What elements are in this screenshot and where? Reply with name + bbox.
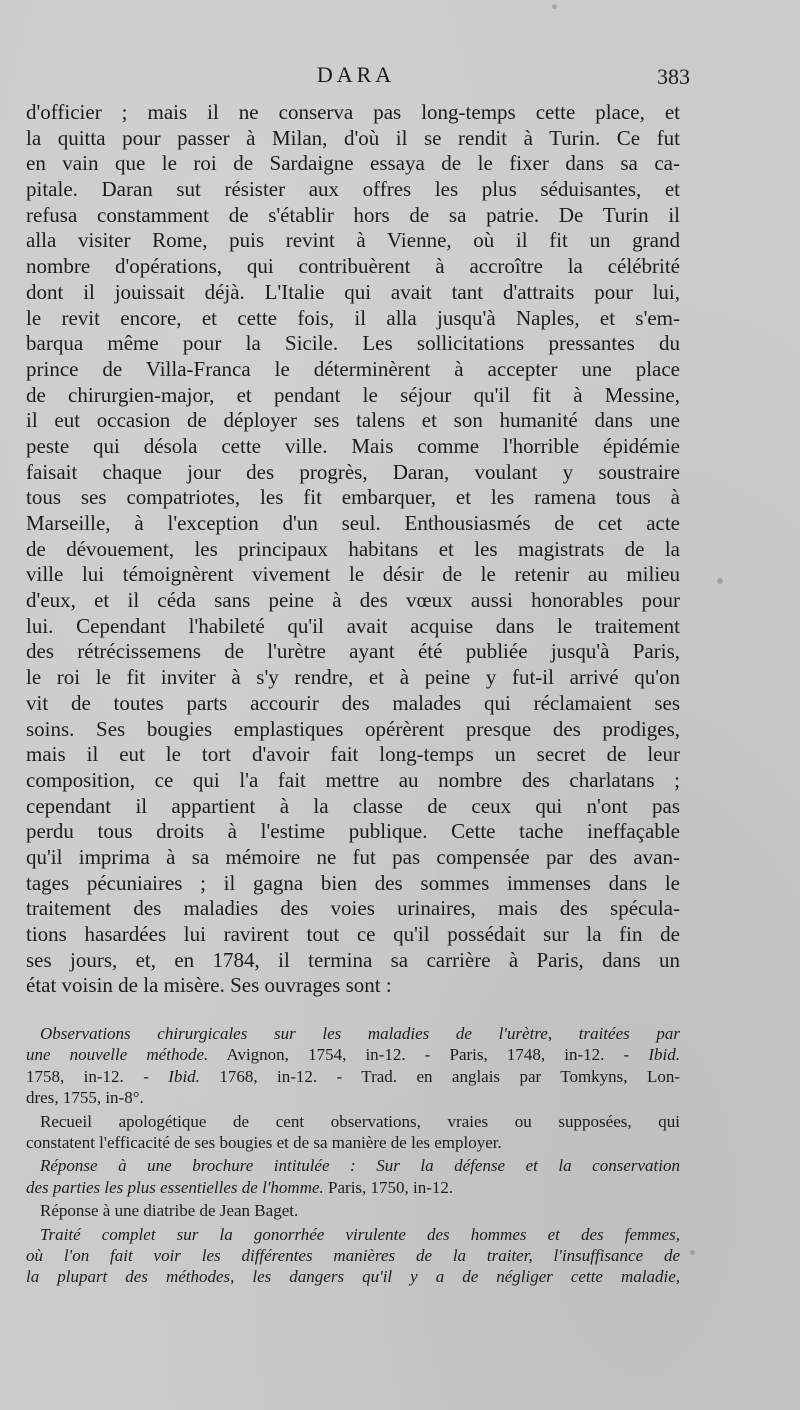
- biblio-line: Traité complet sur la gonorrhée virulente des hommes et des femmes,: [40, 1224, 680, 1244]
- text-line: peste qui désola cette ville. Mais comme l'horrible épidémie: [26, 433, 680, 458]
- biblio-line: [26, 1177, 680, 1198]
- biblio-line: Réponse à une diatribe de Jean Baget.: [40, 1201, 299, 1221]
- text-line: de dévouement, les principaux habitans et les magistrats de la: [26, 536, 680, 561]
- text-line: mais il eut le tort d'avoir fait long-temps un secret de leur: [26, 742, 680, 767]
- text-line: soins. Ses bougies emplastiques opérèrent presque des prodiges,: [26, 716, 680, 741]
- biblio-line: Recueil apologétique de cent observations, vraies ou supposées, qui: [40, 1111, 680, 1131]
- text-line: en vain que le roi de Sardaigne essaya de le fixer dans sa ca-: [26, 151, 680, 176]
- text-line: il eut occasion de déployer ses talens et son humanité dans une: [26, 408, 680, 433]
- biblio-line: la plupart des méthodes, les dangers qu'il y a de négliger cette maladie,: [26, 1267, 680, 1287]
- text-line: le roi le fit inviter à s'y rendre, et à peine y fut-il arrivé qu'on: [26, 665, 680, 690]
- text-line: d'officier ; mais il ne conserva pas long-temps cette place, et: [26, 100, 680, 124]
- text-line: tous ses compatriotes, les fit embarquer, et les ramena tous à: [26, 485, 680, 510]
- text-line: qu'il imprima à sa mémoire ne fut pas compensée par des avan-: [26, 844, 680, 869]
- biblio-title: une nouvelle méthode.: [26, 1045, 209, 1065]
- text-line: alla visiter Rome, puis revint à Vienne, où il fit un grand: [26, 228, 680, 253]
- biblio-title: Réponse à une brochure intitulée : Sur la défense et la conservation: [40, 1156, 680, 1176]
- text-line: refusa constamment de s'établir hors de sa patrie. De Turin il: [26, 202, 680, 227]
- biblio-imprint: 1768, in-12. - Trad. en anglais par Tomkyns, Lon-: [199, 1066, 681, 1086]
- text-line: traitement des maladies des voies urinaires, mais des spécula-: [26, 896, 680, 921]
- text-line: d'eux, et il céda sans peine à des vœux aussi honorables pour: [26, 588, 680, 613]
- text-line: état voisin de la misère. Ses ouvrages sont :: [26, 973, 392, 998]
- text-line: nombre d'opérations, qui contribuèrent à accroître la célébrité: [26, 254, 680, 279]
- biblio-ibid: Ibid.: [648, 1045, 680, 1065]
- biblio-line: [26, 1066, 680, 1087]
- biblio-title: Observations chirurgicales sur les maladies de l'urètre, traitées par: [40, 1024, 680, 1043]
- text-line: composition, ce qui l'a fait mettre au nombre des charlatans ;: [26, 767, 680, 792]
- text-line: lui. Cependant l'habileté qu'il avait acquise dans le traitement: [26, 613, 680, 638]
- biblio-imprint: Paris, 1750, in-12.: [323, 1177, 454, 1197]
- text-line: tages pécuniaires ; il gagna bien des sommes immenses dans le: [26, 870, 680, 895]
- text-line: le revit encore, et cette fois, il alla jusqu'à Naples, et s'em-: [26, 305, 680, 330]
- text-line: la quitta pour passer à Milan, d'où il se rendit à Turin. Ce fut: [26, 125, 680, 150]
- biblio-line: où l'on fait voir les différentes manières de la traiter, l'insuffisance de: [26, 1245, 680, 1265]
- text-line: perdu tous droits à l'estime publique. Cette tache ineffaçable: [26, 819, 680, 844]
- text-line: ville lui témoignèrent vivement le désir de le retenir au milieu: [26, 562, 680, 587]
- biblio-imprint: Avignon, 1754, in-12. - Paris, 1748, in-12. -: [208, 1045, 649, 1065]
- biblio-line: constatent l'efficacité de ses bougies et de sa manière de les employer.: [26, 1132, 502, 1152]
- biblio-ibid: Ibid.: [168, 1066, 200, 1086]
- text-line: cependant il appartient à la classe de ceux qui n'ont pas: [26, 793, 680, 818]
- text-line: ses jours, et, en 1784, il termina sa carrière à Paris, dans un: [26, 947, 680, 972]
- ink-speck: [552, 4, 557, 9]
- text-line: faisait chaque jour des progrès, Daran, voulant y soustraire: [26, 459, 680, 484]
- text-line: barqua même pour la Sicile. Les sollicitations pressantes du: [26, 331, 680, 356]
- text-line: des rétrécissemens de l'urètre ayant été publiée jusqu'à Paris,: [26, 639, 680, 664]
- biblio-line: [26, 1044, 680, 1065]
- text-line: vit de toutes parts accourir des malades qui réclamaient ses: [26, 690, 680, 715]
- ink-speck: [690, 1250, 695, 1255]
- text-line: tions hasardées lui ravirent tout ce qu'il possédait sur la fin de: [26, 922, 680, 946]
- page-number: 383: [657, 64, 690, 89]
- running-title: DARA: [316, 62, 396, 87]
- biblio-line: dres, 1755, in-8°.: [26, 1088, 144, 1108]
- text-line: dont il jouissait déjà. L'Italie qui avait tant d'attraits pour lui,: [26, 279, 680, 304]
- ink-speck: [717, 578, 723, 584]
- biblio-line: [26, 1023, 680, 1044]
- text-line: prince de Villa-Franca le déterminèrent à accepter une place: [26, 356, 680, 381]
- biblio-imprint: 1758, in-12. -: [26, 1066, 169, 1086]
- biblio-line: [26, 1155, 680, 1176]
- body-text: [26, 100, 680, 999]
- running-head: [22, 62, 690, 96]
- text-line: pitale. Daran sut résister aux offres les plus séduisantes, et: [26, 177, 680, 202]
- biblio-title: des parties les plus essentielles de l'homme.: [26, 1177, 324, 1197]
- bibliography: [26, 1023, 680, 1288]
- text-line: Marseille, à l'exception d'un seul. Enthousiasmés de cet acte: [26, 511, 680, 535]
- text-line: de chirurgien-major, et pendant le séjour qu'il fit à Messine,: [26, 382, 680, 407]
